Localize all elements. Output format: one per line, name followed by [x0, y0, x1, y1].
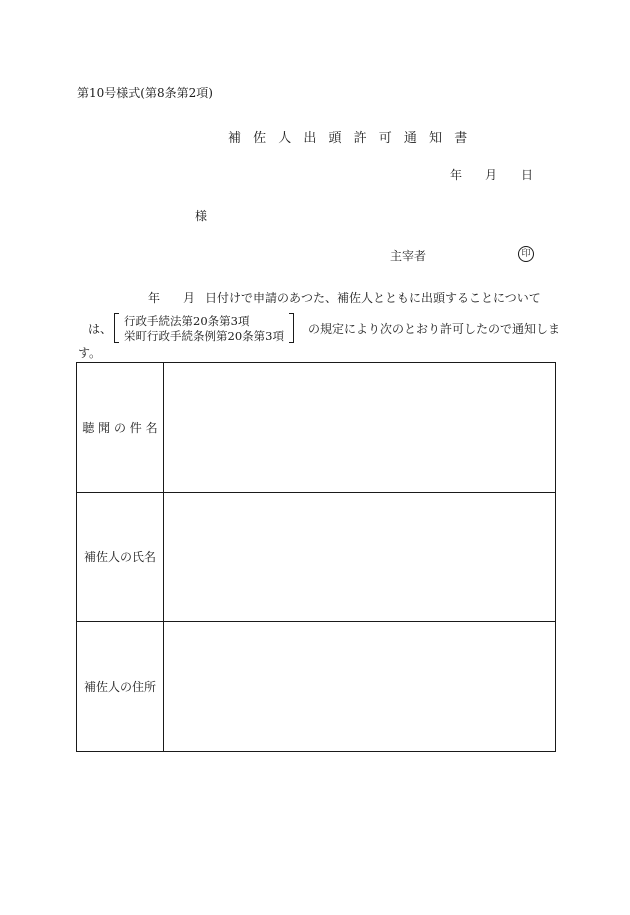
- table-label-cell: [77, 363, 164, 493]
- table-row: [77, 622, 556, 752]
- date-month-label: 月: [485, 168, 498, 182]
- assistant-name-label: 補佐人の氏名: [83, 550, 156, 565]
- law-option-1: 行政手続法第20条第3項: [124, 314, 250, 328]
- document-title: 補 佐 人 出 頭 許 可 通 知 書: [228, 131, 472, 146]
- form-number: 第10号様式(第8条第2項): [77, 86, 213, 100]
- table-label-cell: [77, 622, 164, 752]
- hearing-subject-label: 聴 聞 の 件 名: [82, 420, 158, 435]
- organizer-label: 主宰者: [390, 249, 427, 263]
- date-year-label: 年: [450, 168, 463, 182]
- body-month-label: 月: [183, 291, 196, 305]
- assistant-address-field[interactable]: [164, 622, 556, 752]
- body-line-3: す。: [78, 346, 102, 360]
- body-line-2: の規定により次のとおり許可したので通知しま: [308, 322, 561, 336]
- date-day-label: 日: [521, 168, 534, 182]
- table-row: [77, 363, 556, 493]
- assistant-name-field[interactable]: [164, 492, 556, 622]
- addressee-honorific: 様: [195, 209, 208, 223]
- hearing-subject-field[interactable]: [164, 363, 556, 493]
- body-year-label: 年: [148, 291, 161, 305]
- body-line-1: 日付けで申請のあつた、補佐人とともに出頭することについて: [205, 291, 541, 305]
- details-table: [76, 362, 556, 752]
- table-row: [77, 492, 556, 622]
- law-option-2: 栄町行政手続条例第20条第3項: [124, 329, 284, 343]
- body-wa: は、: [88, 322, 113, 336]
- table-label-cell: [77, 492, 164, 622]
- seal-mark: 印: [518, 246, 534, 262]
- bracket-right-mark: [289, 313, 294, 343]
- assistant-address-label: 補佐人の住所: [83, 680, 156, 695]
- bracket-left-mark: [114, 313, 119, 343]
